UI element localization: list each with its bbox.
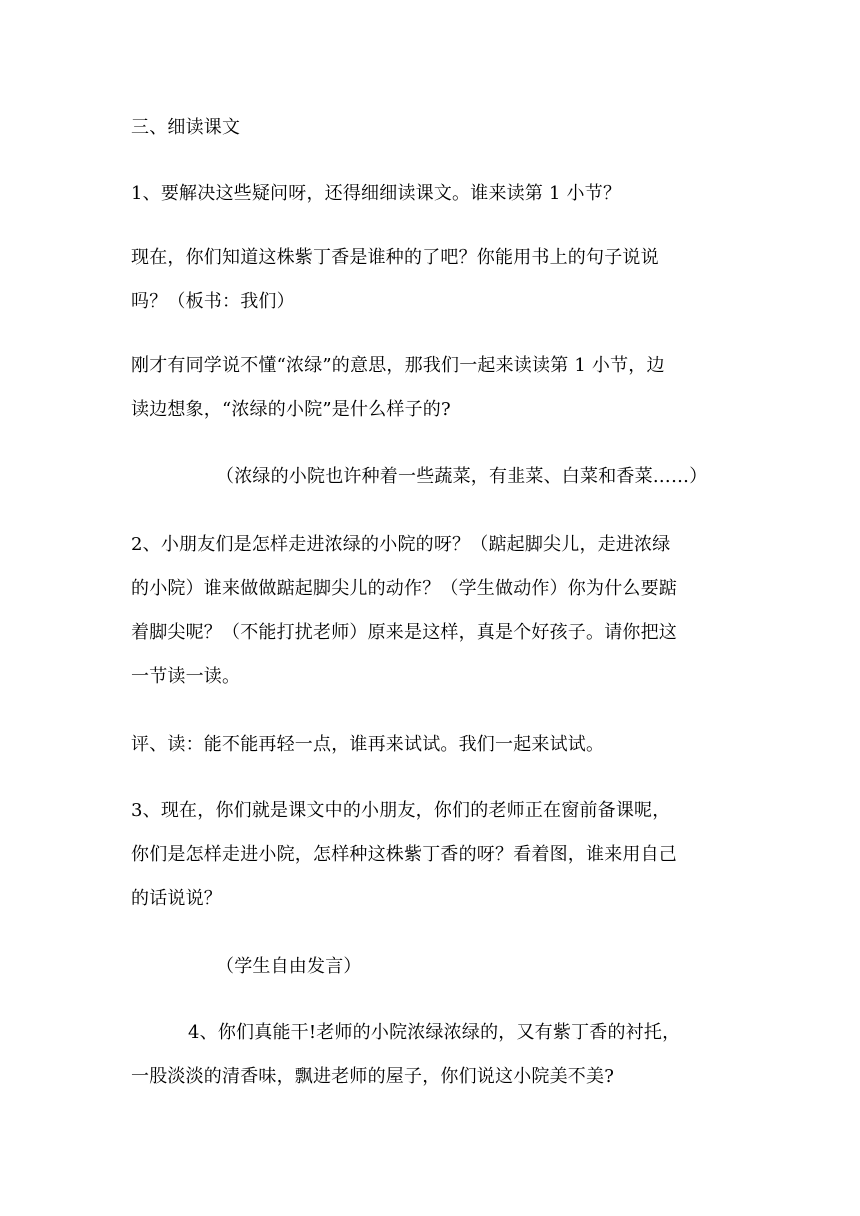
paragraph-5-line-3: 着脚尖呢？（不能打扰老师）原来是这样，真是个好孩子。请你把这 — [131, 622, 677, 643]
paragraph-7-line-2: 你们是怎样走进小院，怎样种这株紫丁香的呀？看着图，谁来用自己 — [131, 844, 677, 865]
paragraph-9-line-2: 一股淡淡的清香味，飘进老师的屋子，你们说这小院美不美? — [131, 1066, 615, 1087]
paragraph-2-line-1: 现在，你们知道这株紫丁香是谁种的了吧？你能用书上的句子说说 — [131, 247, 659, 268]
paragraph-3-line-1: 刚才有同学说不懂“浓绿”的意思，那我们一起来读读第 1 小节，边 — [131, 355, 665, 376]
paragraph-1: 1、要解决这些疑问呀，还得细细读课文。谁来读第 1 小节？ — [131, 183, 622, 204]
paragraph-8: （学生自由发言） — [216, 956, 362, 977]
paragraph-5-line-1: 2、小朋友们是怎样走进浓绿的小院的呀？（踮起脚尖儿，走进浓绿 — [131, 534, 671, 555]
section-heading: 三、细读课文 — [131, 117, 241, 138]
paragraph-7-line-1: 3、现在，你们就是课文中的小朋友，你们的老师正在窗前备课呢， — [131, 800, 671, 821]
paragraph-4: （浓绿的小院也许种着一些蔬菜，有韭菜、白菜和香菜……） — [216, 466, 708, 487]
paragraph-6: 评、读：能不能再轻一点，谁再来试试。我们一起来试试。 — [131, 734, 605, 755]
paragraph-5-line-4: 一节读一读。 — [131, 666, 241, 687]
paragraph-3-line-2: 读边想象，“浓绿的小院”是什么样子的? — [131, 399, 451, 420]
paragraph-2-line-2: 吗？（板书：我们） — [131, 291, 295, 312]
paragraph-9-line-1: 4、你们真能干!老师的小院浓绿浓绿的，又有紫丁香的衬托， — [188, 1022, 681, 1043]
paragraph-5-line-2: 的小院）谁来做做踮起脚尖儿的动作？（学生做动作）你为什么要踮 — [131, 578, 677, 599]
paragraph-7-line-3: 的话说说？ — [131, 888, 222, 909]
